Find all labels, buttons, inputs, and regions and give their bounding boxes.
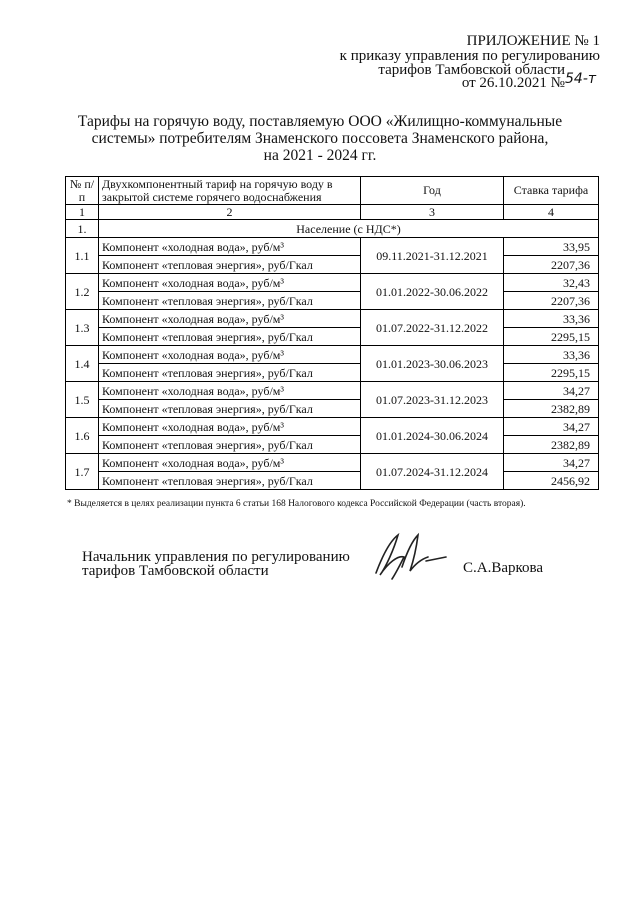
table-row xyxy=(66,238,599,256)
rate-heat-energy: 2382,89 xyxy=(504,400,599,418)
rate-cold-water: 33,95 xyxy=(504,238,599,256)
component-cold-water-label: Компонент «холодная вода», руб/м³ xyxy=(99,274,361,292)
rate-heat-energy: 2207,36 xyxy=(504,256,599,274)
period-cell: 01.01.2022-30.06.2022 xyxy=(361,274,504,310)
document-title-line-2: системы» потребителям Знаменского поссовета Знаменского района, xyxy=(91,130,549,147)
table-row xyxy=(66,364,599,382)
rate-cold-water: 34,27 xyxy=(504,418,599,436)
rate-cold-water: 32,43 xyxy=(504,274,599,292)
period-cell: 01.01.2023-30.06.2023 xyxy=(361,346,504,382)
appendix-order-line: к приказу управления по регулированию xyxy=(339,48,600,64)
section-label: Население (с НДС*) xyxy=(99,220,599,238)
row-number: 1.5 xyxy=(66,382,99,418)
table-header-row xyxy=(66,177,599,205)
table-row xyxy=(66,454,599,472)
component-cold-water-label: Компонент «холодная вода», руб/м³ xyxy=(99,310,361,328)
rate-heat-energy: 2295,15 xyxy=(504,328,599,346)
handwritten-signature xyxy=(368,527,458,587)
component-heat-energy-label: Компонент «тепловая энергия», руб/Гкал xyxy=(99,400,361,418)
tariff-table xyxy=(65,176,599,490)
period-cell: 01.01.2024-30.06.2024 xyxy=(361,418,504,454)
rate-heat-energy: 2207,36 xyxy=(504,292,599,310)
rate-heat-energy: 2382,89 xyxy=(504,436,599,454)
component-cold-water-label: Компонент «холодная вода», руб/м³ xyxy=(99,454,361,472)
signatory-name: С.А.Варкова xyxy=(463,560,544,576)
table-row xyxy=(66,472,599,490)
table-row xyxy=(66,292,599,310)
header-period: Год xyxy=(361,177,504,205)
header-num: № п/п xyxy=(66,177,99,205)
row-number: 1.7 xyxy=(66,454,99,490)
table-row xyxy=(66,328,599,346)
period-cell: 01.07.2023-31.12.2023 xyxy=(361,382,504,418)
rate-cold-water: 34,27 xyxy=(504,454,599,472)
rate-heat-energy: 2456,92 xyxy=(504,472,599,490)
table-row xyxy=(66,346,599,364)
row-number: 1.3 xyxy=(66,310,99,346)
rate-cold-water: 33,36 xyxy=(504,310,599,328)
appendix-date-line: от 26.10.2021 № xyxy=(461,75,565,91)
component-cold-water-label: Компонент «холодная вода», руб/м³ xyxy=(99,418,361,436)
component-heat-energy-label: Компонент «тепловая энергия», руб/Гкал xyxy=(99,436,361,454)
component-heat-energy-label: Компонент «тепловая энергия», руб/Гкал xyxy=(99,292,361,310)
period-cell: 01.07.2022-31.12.2022 xyxy=(361,310,504,346)
table-row xyxy=(66,418,599,436)
col-number-4: 4 xyxy=(504,205,599,220)
header-description: Двухкомпонентный тариф на горячую воду в закрытой системе горячего водоснабжения xyxy=(99,177,361,205)
row-number: 1.2 xyxy=(66,274,99,310)
table-row xyxy=(66,382,599,400)
footnote: * Выделяется в целях реализации пункта 6 статьи 168 Налогового кодекса Российской Федерации (часть вторая). xyxy=(67,499,526,509)
table-row xyxy=(66,400,599,418)
component-heat-energy-label: Компонент «тепловая энергия», руб/Гкал xyxy=(99,328,361,346)
appendix-authority-line: тарифов Тамбовской области xyxy=(378,62,565,78)
table-row xyxy=(66,310,599,328)
section-row xyxy=(66,220,599,238)
row-number: 1.1 xyxy=(66,238,99,274)
rate-cold-water: 34,27 xyxy=(504,382,599,400)
row-number: 1.6 xyxy=(66,418,99,454)
table-row xyxy=(66,436,599,454)
table-row xyxy=(66,274,599,292)
section-num: 1. xyxy=(66,220,99,238)
table-row xyxy=(66,256,599,274)
column-number-row xyxy=(66,205,599,220)
document-title-line-1: Тарифы на горячую воду, поставляемую ООО «Жилищно-коммунальные xyxy=(77,113,563,130)
component-heat-energy-label: Компонент «тепловая энергия», руб/Гкал xyxy=(99,256,361,274)
col-number-2: 2 xyxy=(99,205,361,220)
order-number-handwritten: 54-т xyxy=(565,71,597,87)
component-heat-energy-label: Компонент «тепловая энергия», руб/Гкал xyxy=(99,364,361,382)
document-title-line-3: на 2021 - 2024 гг. xyxy=(263,147,377,164)
appendix-title: ПРИЛОЖЕНИЕ № 1 xyxy=(466,33,600,49)
position-line-2: тарифов Тамбовской области xyxy=(82,563,269,579)
row-number: 1.4 xyxy=(66,346,99,382)
signatory-position xyxy=(82,550,350,578)
col-number-3: 3 xyxy=(361,205,504,220)
component-heat-energy-label: Компонент «тепловая энергия», руб/Гкал xyxy=(99,472,361,490)
component-cold-water-label: Компонент «холодная вода», руб/м³ xyxy=(99,382,361,400)
component-cold-water-label: Компонент «холодная вода», руб/м³ xyxy=(99,346,361,364)
position-line-1: Начальник управления по регулированию xyxy=(82,549,350,565)
period-cell: 01.07.2024-31.12.2024 xyxy=(361,454,504,490)
rate-cold-water: 33,36 xyxy=(504,346,599,364)
component-cold-water-label: Компонент «холодная вода», руб/м³ xyxy=(99,238,361,256)
header-rate: Ставка тарифа xyxy=(504,177,599,205)
rate-heat-energy: 2295,15 xyxy=(504,364,599,382)
period-cell: 09.11.2021-31.12.2021 xyxy=(361,238,504,274)
col-number-1: 1 xyxy=(66,205,99,220)
